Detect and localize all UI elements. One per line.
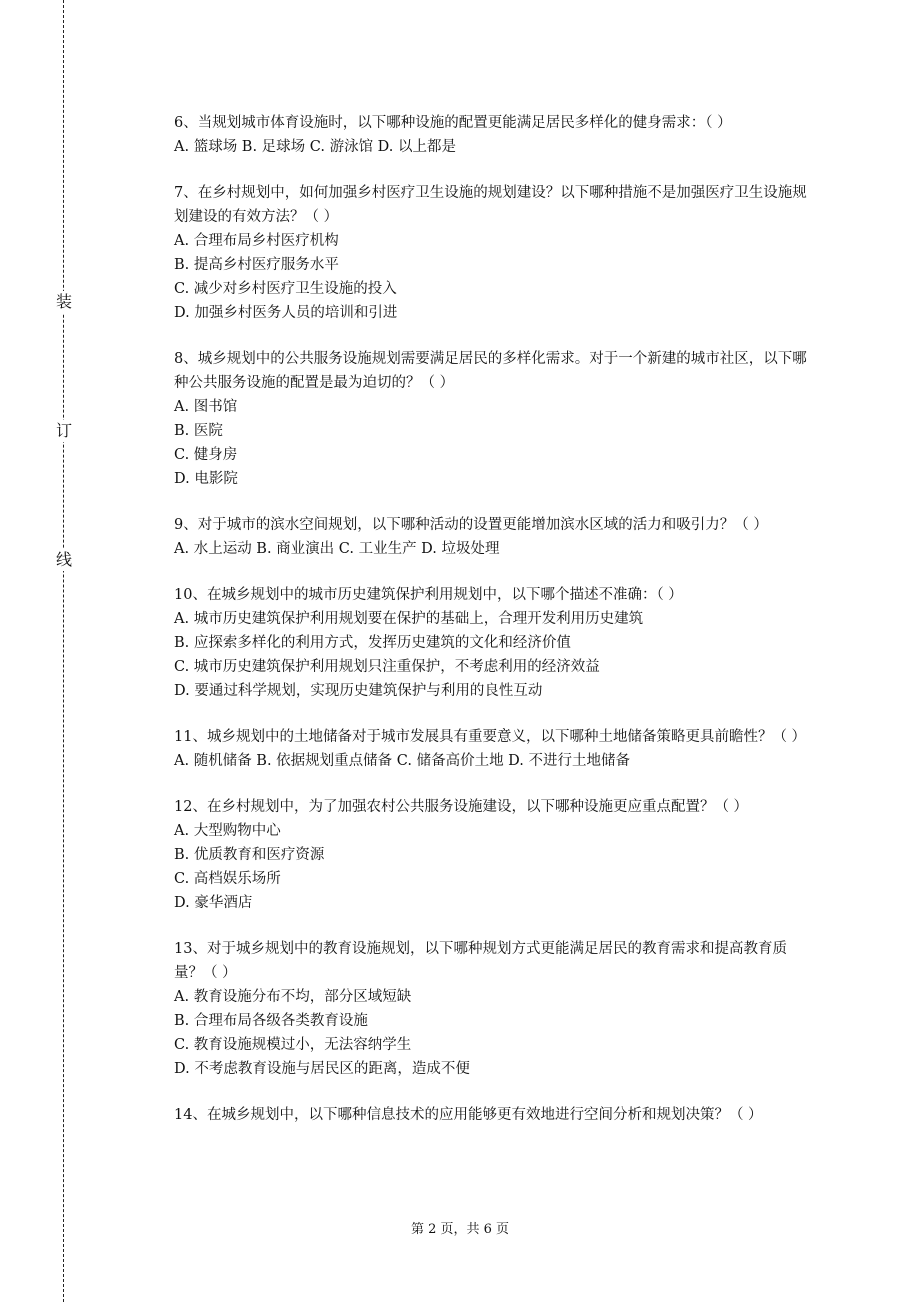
option-b: B. 提高乡村医疗服务水平 <box>174 257 339 273</box>
binding-char-ding: 订 <box>55 421 72 440</box>
option-d: D. 要通过科学规划，实现历史建筑保护与利用的良性互动 <box>174 683 543 699</box>
option-b: B. 应探索多样化的利用方式，发挥历史建筑的文化和经济价值 <box>174 635 571 651</box>
option-c: C. 教育设施规模过小，无法容纳学生 <box>174 1037 412 1053</box>
option-d: D. 电影院 <box>174 471 238 487</box>
question-options: A. 水上运动 B. 商业演出 C. 工业生产 D. 垃圾处理 <box>174 541 500 557</box>
option-c: C. 城市历史建筑保护利用规划只注重保护，不考虑利用的经济效益 <box>174 659 600 675</box>
question-options: A. 随机储备 B. 依据规划重点储备 C. 储备高价土地 D. 不进行土地储备 <box>174 753 631 769</box>
question-10 <box>174 583 814 703</box>
question-stem: 12、在乡村规划中，为了加强农村公共服务设施建设，以下哪种设施更应重点配置？（ ） <box>174 799 749 815</box>
option-d: D. 加强乡村医务人员的培训和引进 <box>174 305 398 321</box>
question-13 <box>174 937 814 1081</box>
option-a: A. 合理布局乡村医疗机构 <box>174 233 339 249</box>
option-d: D. 豪华酒店 <box>174 895 253 911</box>
option-b: B. 优质教育和医疗资源 <box>174 847 325 863</box>
option-a: A. 教育设施分布不均，部分区域短缺 <box>174 989 412 1005</box>
option-a: A. 大型购物中心 <box>174 823 281 839</box>
question-6 <box>174 111 814 159</box>
binding-char-zhuang: 装 <box>55 292 72 311</box>
option-b: B. 合理布局各级各类教育设施 <box>174 1013 368 1029</box>
option-a: A. 图书馆 <box>174 399 238 415</box>
option-d: D. 不考虑教育设施与居民区的距离，造成不便 <box>174 1061 470 1077</box>
question-stem: 10、在城乡规划中的城市历史建筑保护利用规划中，以下哪个描述不准确：（ ） <box>174 587 683 603</box>
question-stem: 7、在乡村规划中，如何加强乡村医疗卫生设施的规划建设？以下哪种措施不是加强医疗卫生设施规划建设的有效方法？（ ） <box>174 185 807 225</box>
question-9 <box>174 513 814 561</box>
question-stem: 6、当规划城市体育设施时，以下哪种设施的配置更能满足居民多样化的健身需求：（ ） <box>174 115 732 131</box>
question-stem: 9、对于城市的滨水空间规划，以下哪种活动的设置更能增加滨水区域的活力和吸引力？（ ） <box>174 517 768 533</box>
question-14 <box>174 1103 814 1127</box>
question-12 <box>174 795 814 915</box>
question-stem: 8、城乡规划中的公共服务设施规划需要满足居民的多样化需求。对于一个新建的城市社区，以下哪种公共服务设施的配置是最为迫切的？（ ） <box>174 351 807 391</box>
question-stem: 13、对于城乡规划中的教育设施规划，以下哪种规划方式更能满足居民的教育需求和提高教育质量？（ ） <box>174 941 787 981</box>
option-c: C. 高档娱乐场所 <box>174 871 281 887</box>
question-stem: 14、在城乡规划中，以下哪种信息技术的应用能够更有效地进行空间分析和规划决策？（ ） <box>174 1107 763 1123</box>
question-7 <box>174 181 814 325</box>
question-11 <box>174 725 814 773</box>
option-b: B. 医院 <box>174 423 223 439</box>
option-c: C. 减少对乡村医疗卫生设施的投入 <box>174 281 397 297</box>
option-c: C. 健身房 <box>174 447 238 463</box>
binding-char-xian: 线 <box>55 550 72 569</box>
page-footer: 第 2 页，共 6 页 <box>410 1222 510 1237</box>
question-stem: 11、城乡规划中的土地储备对于城市发展具有重要意义，以下哪种土地储备策略更具前瞻性？（ ） <box>174 729 807 745</box>
question-8 <box>174 347 814 491</box>
question-options: A. 篮球场 B. 足球场 C. 游泳馆 D. 以上都是 <box>174 139 457 155</box>
question-list <box>174 111 814 1149</box>
binding-dashed-line <box>63 0 64 1302</box>
option-a: A. 城市历史建筑保护利用规划要在保护的基础上，合理开发利用历史建筑 <box>174 611 644 627</box>
